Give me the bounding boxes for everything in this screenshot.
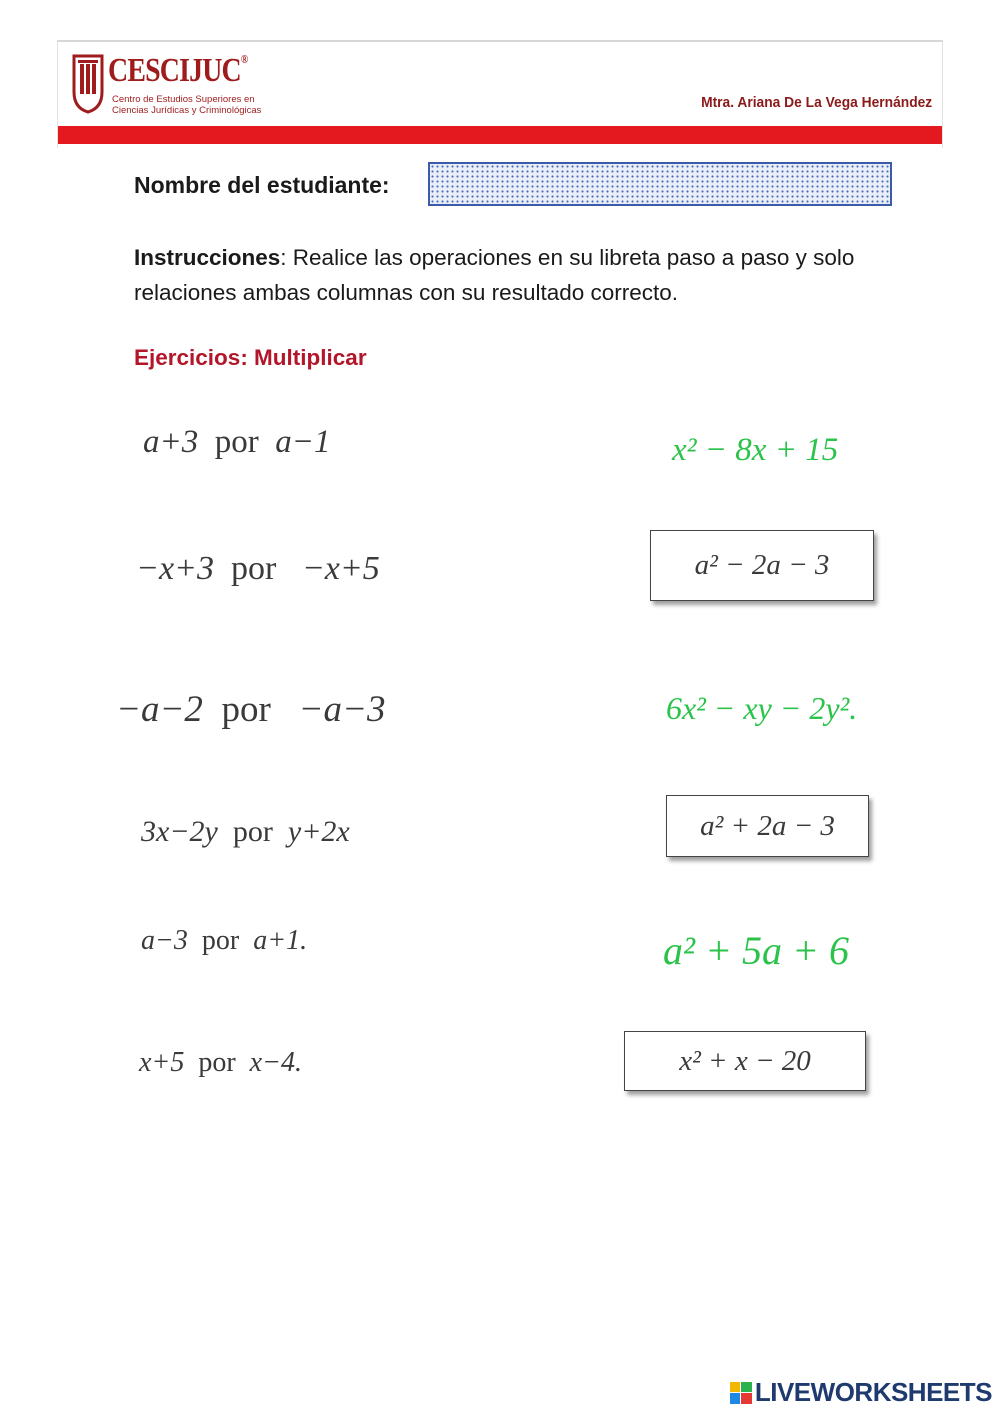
answer-2-dropzone[interactable] (650, 530, 874, 601)
answer-2: a² − 2a − 3 (694, 549, 830, 581)
exercise-1: a+3 por a−1 (143, 424, 331, 460)
exercise-3: −a−2 por −a−3 (116, 689, 386, 730)
student-name-input[interactable] (428, 162, 892, 206)
exercise-6: x+5 por x−4. (139, 1047, 302, 1078)
liveworksheets-brand: LIVEWORKSHEETS (754, 1377, 992, 1407)
instructions-text: : Realice las operaciones en su libreta paso a paso y solo relaciones ambas columnas con su resultado correcto. (134, 245, 855, 305)
student-name-label: Nombre del estudiante: (134, 172, 390, 198)
exercise-2: −x+3 por −x+5 (136, 550, 380, 587)
teacher-name: Mtra. Ariana De La Vega Hernández (700, 94, 932, 111)
exercise-5: a−3 por a+1. (141, 925, 308, 956)
header-red-bar (58, 126, 942, 144)
answer-5: a² + 5a + 6 (663, 928, 849, 973)
instructions-label: Instrucciones (134, 245, 281, 270)
exercise-4: 3x−2y por y+2x (141, 815, 350, 848)
answer-4-dropzone[interactable] (666, 795, 869, 857)
liveworksheets-icon (730, 1382, 752, 1404)
logo-subtitle: Centro de Estudios Superiores en Ciencias Jurídicas y Criminológicas (112, 94, 262, 116)
answer-6: x² + x − 20 (679, 1044, 811, 1077)
crest-icon (70, 52, 106, 114)
answer-6-dropzone[interactable] (624, 1031, 866, 1091)
cescijuc-logo (70, 50, 260, 120)
liveworksheets-logo (730, 1377, 992, 1408)
logo-wordmark: CESCIJUC® (108, 52, 248, 89)
section-title: Ejercicios: Multiplicar (134, 345, 367, 370)
instructions (134, 240, 894, 310)
answer-3: 6x² − xy − 2y². (666, 690, 858, 726)
answer-1: x² − 8x + 15 (672, 432, 839, 468)
answer-4: a² + 2a − 3 (700, 809, 835, 842)
worksheet-header (57, 40, 943, 148)
